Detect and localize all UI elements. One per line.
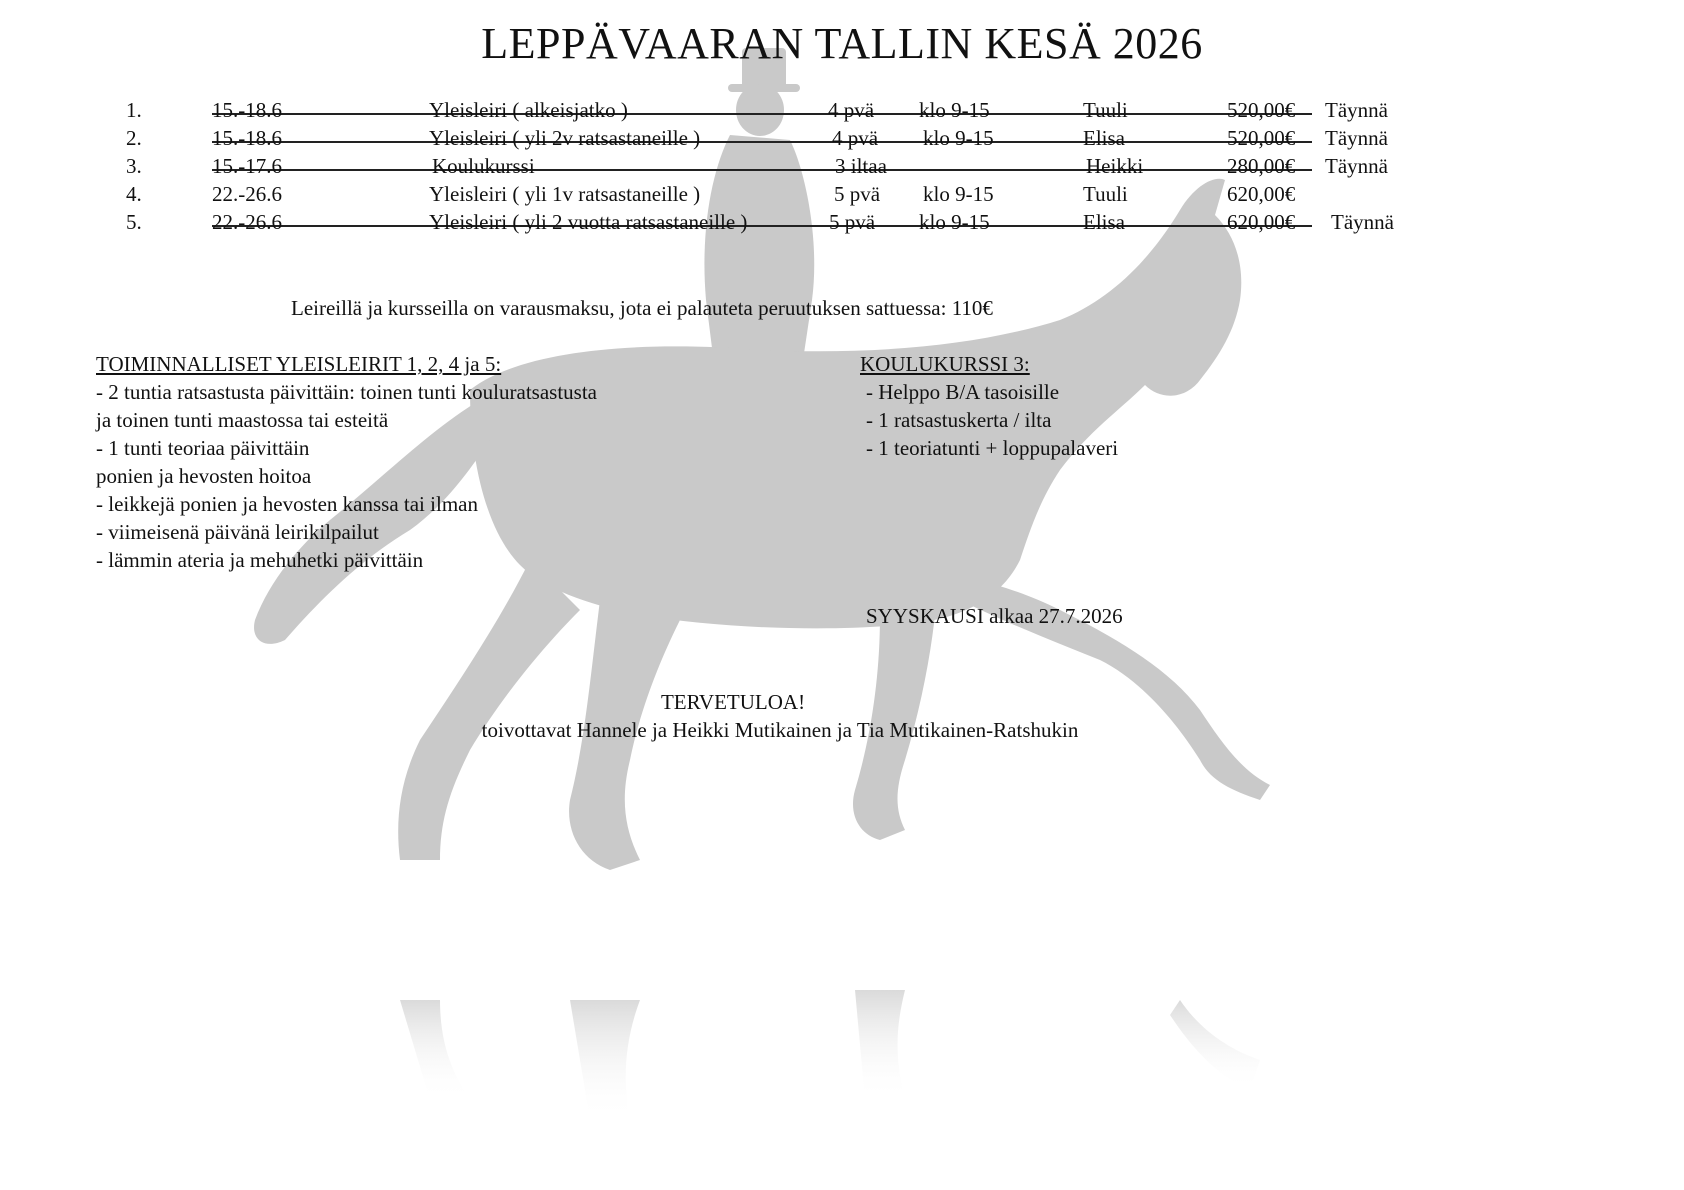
row-instructor: Heikki <box>1086 154 1144 178</box>
reservation-fee-notice: Leireillä ja kursseilla on varausmaksu, jota ei palauteta peruutuksen sattuessa: 110€ <box>291 296 993 320</box>
row-instructor: Tuuli <box>1083 182 1128 206</box>
schedule-row <box>0 182 1684 210</box>
left-section-line: ja toinen tunti maastossa tai esteitä <box>96 408 389 432</box>
row-price: 620,00€ <box>1227 210 1296 234</box>
schedule-row <box>0 98 1684 126</box>
left-section-line: - 2 tuntia ratsastusta päivittäin: toinen tunti kouluratsastusta <box>96 380 597 404</box>
row-time: klo 9-15 <box>919 98 990 122</box>
row-status: Täynnä <box>1325 126 1388 150</box>
left-section-line: - lämmin ateria ja mehuhetki päivittäin <box>96 548 424 572</box>
row-status: Täynnä <box>1331 210 1394 234</box>
row-time: klo 9-15 <box>923 126 994 150</box>
schedule-row <box>0 126 1684 154</box>
left-section-line: - 1 tunti teoriaa päivittäin <box>96 436 310 460</box>
schedule-row <box>0 154 1684 182</box>
autumn-season-start: SYYSKAUSI alkaa 27.7.2026 <box>866 604 1123 628</box>
right-section-line: - 1 teoriatunti + loppupalaveri <box>866 436 1119 460</box>
row-date: 22.-26.6 <box>212 182 282 206</box>
row-days: 5 pvä <box>834 182 881 206</box>
strikethrough-line <box>212 141 1312 143</box>
left-section-heading: TOIMINNALLISET YLEISLEIRIT 1, 2, 4 ja 5: <box>96 352 502 376</box>
row-name: Koulukurssi <box>432 154 535 178</box>
row-instructor: Elisa <box>1083 126 1125 150</box>
row-instructor: Elisa <box>1083 210 1125 234</box>
row-number: 5. <box>126 210 142 234</box>
schedule-row <box>0 210 1684 238</box>
row-number: 1. <box>126 98 142 122</box>
row-price: 520,00€ <box>1227 98 1296 122</box>
row-name: Yleisleiri ( yli 2 vuotta ratsastaneille ) <box>429 210 748 234</box>
right-section-line: - 1 ratsastuskerta / ilta <box>866 408 1052 432</box>
row-price: 620,00€ <box>1227 182 1296 206</box>
strikethrough-line <box>212 113 1312 115</box>
strikethrough-line <box>212 169 1312 171</box>
left-section-line: - leikkejä ponien ja hevosten kanssa tai ilman <box>96 492 478 516</box>
row-number: 2. <box>126 126 142 150</box>
row-days: 5 pvä <box>829 210 876 234</box>
strikethrough-line <box>212 225 1312 227</box>
row-name: Yleisleiri ( alkeisjatko ) <box>429 98 628 122</box>
row-number: 4. <box>126 182 142 206</box>
row-number: 3. <box>126 154 142 178</box>
row-days: 4 pvä <box>828 98 875 122</box>
signature-text: toivottavat Hannele ja Heikki Mutikainen ja Tia Mutikainen-Ratshukin <box>481 718 1079 742</box>
row-days: 3 iltaa <box>835 154 887 178</box>
right-section-line: - Helppo B/A tasoisille <box>866 380 1060 404</box>
row-date: 15.-17.6 <box>212 154 282 178</box>
left-section-line: - viimeisenä päivänä leirikilpailut <box>96 520 379 544</box>
row-time: klo 9-15 <box>919 210 990 234</box>
row-days: 4 pvä <box>832 126 879 150</box>
row-price: 520,00€ <box>1227 126 1296 150</box>
row-date: 15.-18.6 <box>212 98 282 122</box>
page-title: LEPPÄVAARAN TALLIN KESÄ 2026 <box>481 19 1203 68</box>
row-date: 22.-26.6 <box>212 210 282 234</box>
row-status: Täynnä <box>1325 98 1388 122</box>
row-name: Yleisleiri ( yli 1v ratsastaneille ) <box>429 182 701 206</box>
row-name: Yleisleiri ( yli 2v ratsastaneille ) <box>429 126 701 150</box>
welcome-text: TERVETULOA! <box>660 690 806 714</box>
right-section-heading: KOULUKURSSI 3: <box>860 352 1030 376</box>
row-time: klo 9-15 <box>923 182 994 206</box>
row-status: Täynnä <box>1325 154 1388 178</box>
row-date: 15.-18.6 <box>212 126 282 150</box>
row-instructor: Tuuli <box>1083 98 1128 122</box>
row-price: 280,00€ <box>1227 154 1296 178</box>
left-section-line: ponien ja hevosten hoitoa <box>96 464 312 488</box>
